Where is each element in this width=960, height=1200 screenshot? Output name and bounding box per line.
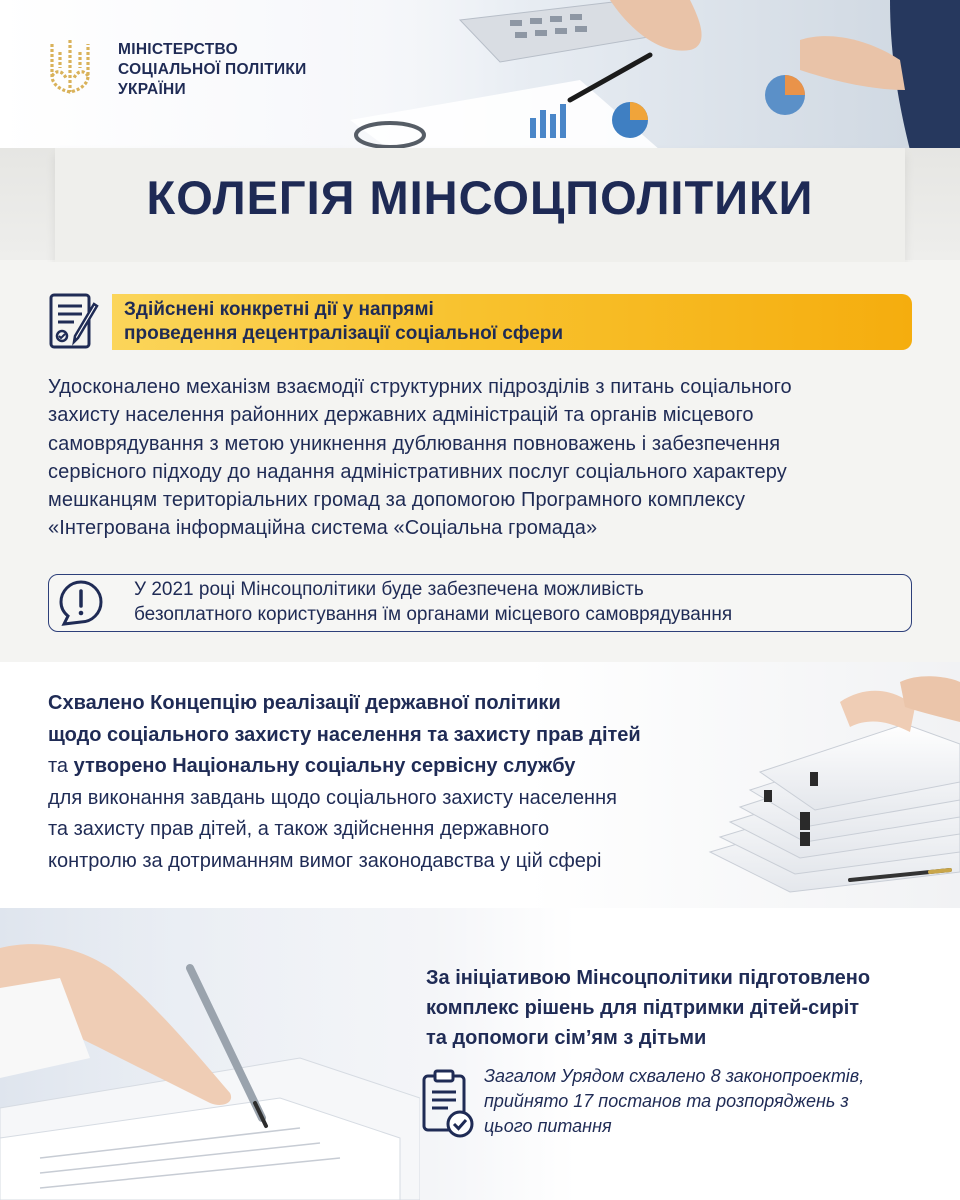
banner-line-2: проведення децентралізації соціальної сфери bbox=[124, 323, 564, 344]
children-support-text bbox=[426, 963, 870, 1053]
paragraph-line: Удосконалено механізм взаємодії структурних підрозділів з питань соціального bbox=[48, 376, 792, 398]
document-pen-icon bbox=[48, 292, 100, 350]
concept-plain-line-2: та захисту прав дітей, а також здійснення державного bbox=[48, 818, 550, 840]
concept-mixed-plain: та bbox=[48, 755, 74, 777]
paper-stack-illustration bbox=[700, 662, 960, 908]
laws-line-3: цього питання bbox=[484, 1116, 612, 1136]
banner-text bbox=[124, 298, 563, 346]
ministry-line-3: УКРАЇНИ bbox=[118, 81, 186, 98]
page-title: КОЛЕГІЯ МІНСОЦПОЛІТИКИ bbox=[146, 171, 814, 224]
notice-line-2: безоплатного користування їм органами місцевого самоврядування bbox=[134, 604, 733, 625]
children-line-3: та допомоги сім’ям з дітьми bbox=[426, 1027, 707, 1049]
laws-line-1: Загалом Урядом схвалено 8 законопроектів, bbox=[484, 1066, 865, 1086]
header bbox=[0, 0, 960, 150]
paragraph-line: мешканцям територіальних громад за допомогою Програмного комплексу bbox=[48, 489, 746, 512]
trident-logo-icon bbox=[46, 36, 94, 98]
concept-text bbox=[48, 688, 641, 877]
concept-bold-line-2: щодо соціального захисту населення та захисту прав дітей bbox=[48, 723, 641, 746]
concept-bold-line-1: Схвалено Концепцію реалізації державної політики bbox=[48, 692, 561, 714]
concept-plain-line-3: контролю за дотриманням вимог законодавства у цій сфері bbox=[48, 849, 602, 872]
concept-mixed-bold: утворено Національну соціальну сервісну службу bbox=[73, 755, 576, 777]
desk-photo-illustration bbox=[330, 0, 960, 150]
paragraph-line: захисту населення районних державних адміністрацій та органів місцевого bbox=[48, 404, 754, 427]
paragraph-line: «Інтегрована інформаційна система «Соціальна громада» bbox=[48, 517, 598, 540]
paragraph-line: сервісного підходу до надання адміністративних послуг соціального характеру bbox=[48, 460, 787, 483]
notice-line-1: У 2021 році Мінсоцполітики буде забезпечена можливість bbox=[134, 579, 644, 600]
notice-text bbox=[134, 577, 732, 627]
paragraph-line: самоврядування з метою уникнення дублювання повноважень і забезпечення bbox=[48, 432, 781, 455]
children-line-2: комплекс рішень для підтримки дітей-сиріт bbox=[426, 997, 860, 1019]
laws-summary-text bbox=[484, 1064, 864, 1139]
laws-line-2: прийнято 17 постанов та розпоряджень з bbox=[484, 1091, 849, 1111]
exclamation-bubble-icon bbox=[56, 578, 106, 628]
decentralization-paragraph bbox=[48, 373, 928, 543]
clipboard-check-icon bbox=[420, 1068, 478, 1140]
writing-hand-illustration bbox=[0, 908, 420, 1200]
concept-plain-line-1: для виконання завдань щодо соціального захисту населення bbox=[48, 786, 617, 809]
ministry-name bbox=[118, 40, 307, 100]
children-line-1: За ініціативою Мінсоцполітики підготовлено bbox=[426, 967, 871, 989]
ministry-line-2: СОЦІАЛЬНОЇ ПОЛІТИКИ bbox=[118, 61, 307, 78]
concept-mixed-line bbox=[48, 751, 641, 783]
banner-line-1: Здійснені конкретні дії у напрямі bbox=[124, 299, 434, 320]
ministry-line-1: МІНІСТЕРСТВО bbox=[118, 41, 239, 58]
